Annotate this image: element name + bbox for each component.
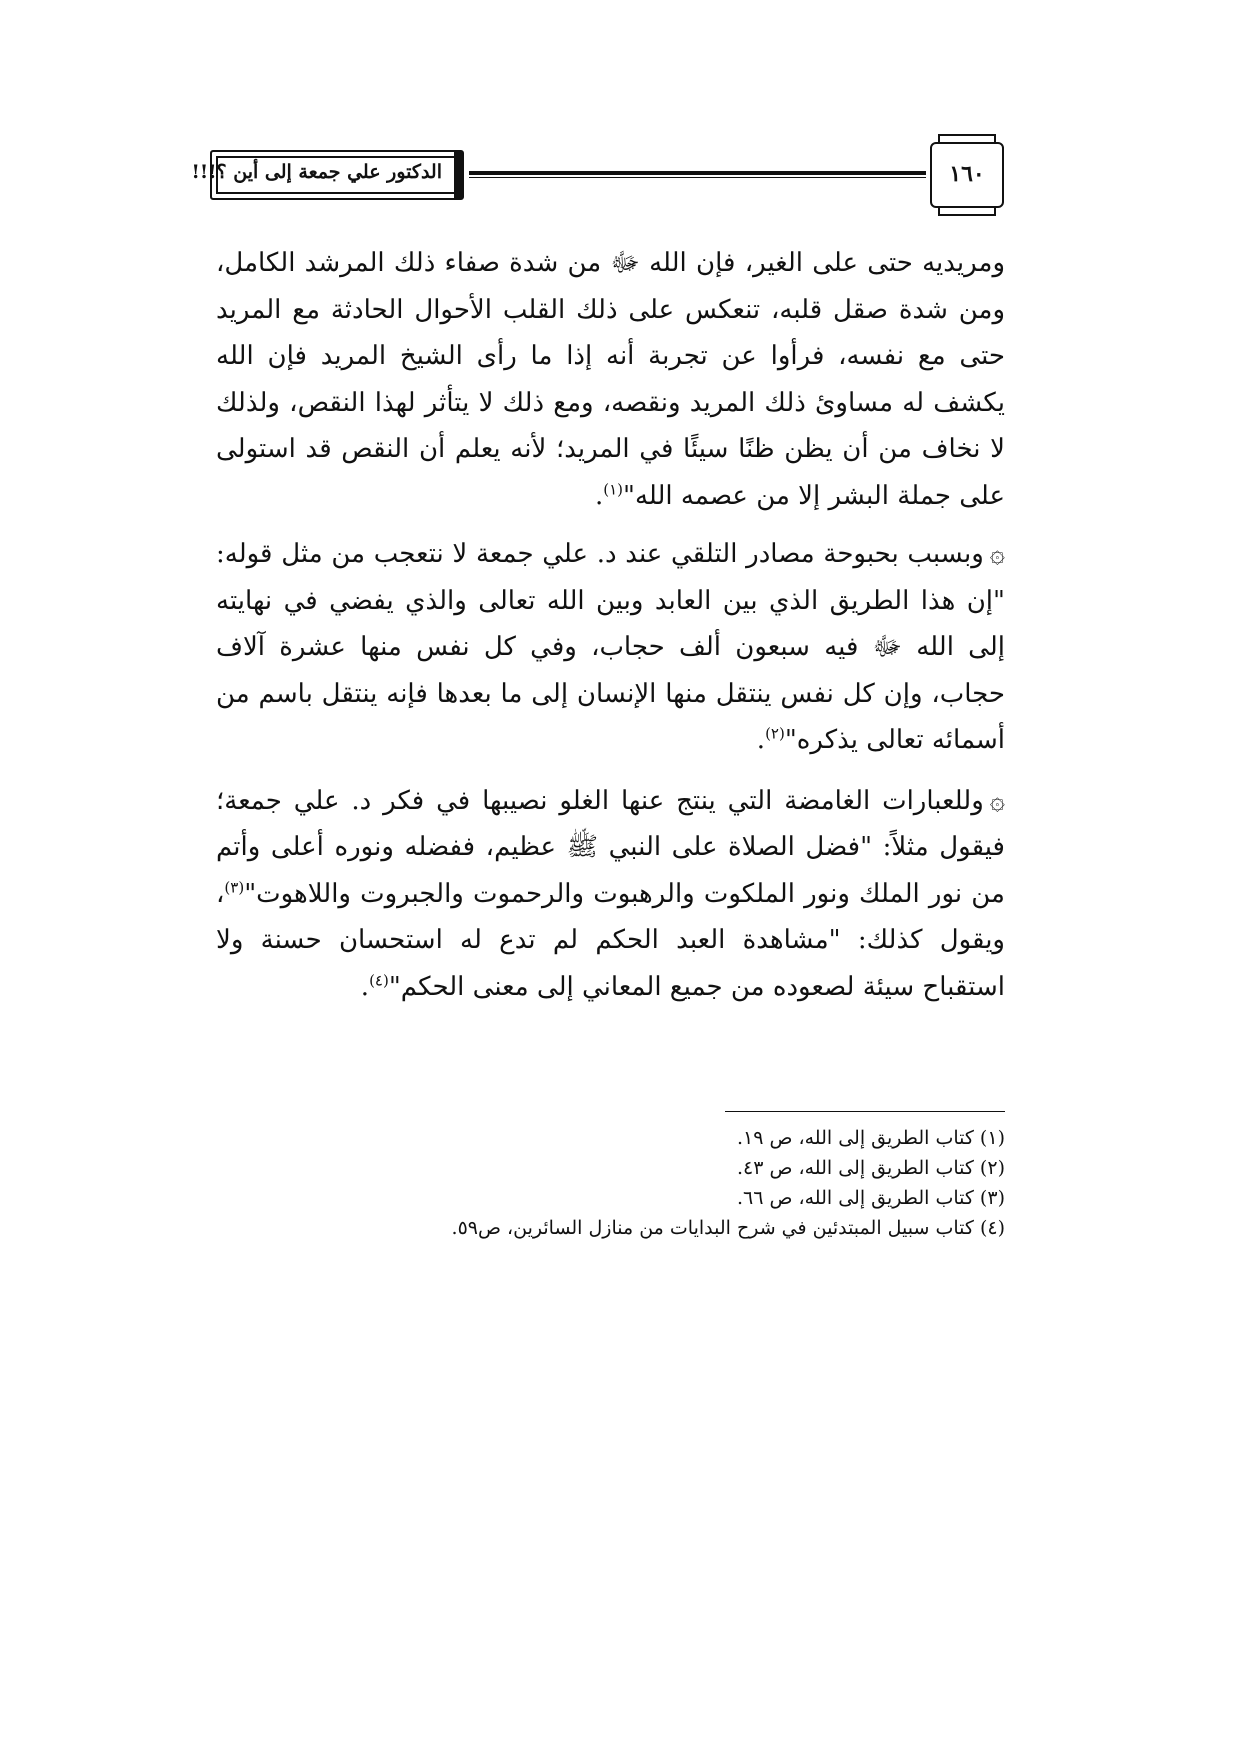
footnote-ref-3[interactable]: (٣) (224, 877, 245, 896)
running-title-frame (191, 150, 464, 200)
header-rule-thick (469, 171, 926, 175)
paragraph-3-text-a: وللعبارات الغامضة التي ينتج عنها الغلو نصيبها في فكر د. علي جمعة؛ فيقول مثلاً: "فضل الصلاة على النبي ﷺ عظيم، ففضله ونوره أعلى وأتم من نور الملك ونور الملكوت والرهبوت والرحموت والجبروت واللاهوت" (216, 785, 1005, 909)
page-number: ١٦٠ (949, 161, 985, 187)
frame-accent (454, 152, 462, 198)
footnote-1: (١) كتاب الطريق إلى الله، ص ١٩. (736, 1127, 1005, 1149)
page-number-frame (930, 142, 1004, 208)
footnote-ref-1[interactable]: (١) (603, 479, 623, 498)
paragraph-1 (216, 240, 1005, 519)
footnote-4: (٤) كتاب سبيل المبتدئين في شرح البدايات من منازل السائرين، ص٥٩. (451, 1217, 1005, 1239)
page-header (191, 140, 1004, 208)
footnote-ref-4[interactable]: (٤) (369, 970, 389, 989)
body-text (216, 240, 1005, 1024)
footnotes (216, 1123, 1005, 1243)
paragraph-1-end: . (594, 480, 604, 511)
paragraph-3-end: . (360, 971, 370, 1002)
paragraph-3-text-b: ، ويقول كذلك: "مشاهدة العبد الحكم لم تدع له استحسان حسنة ولا استقباح سيئة لصعوده من جميع المعاني إلى معنى الحكم" (216, 878, 1005, 1002)
paragraph-2-text: وبسبب بحبوحة مصادر التلقي عند د. علي جمعة لا نتعجب من مثل قوله: "إن هذا الطريق الذي بين العابد وبين الله تعالى والذي يفضي في نهايته إلى الله ﷻ فيه سبعون ألف حجاب، وفي كل نفس منها عشرة آلاف حجاب، وإن كل نفس ينتقل منها الإنسان إلى ما بعدها فإنه ينتقل باسم من أسمائه تعالى يذكره" (216, 539, 1005, 755)
running-title: الدكتور علي جمعة إلى أين ؟!!! (191, 161, 442, 183)
paragraph-2-end: . (756, 725, 766, 755)
paragraph-1-text: ومريديه حتى على الغير، فإن الله ﷻ من شدة صفاء ذلك المرشد الكامل، ومن شدة صقل قلبه، تنعكس على ذلك القلب الأحوال الحادثة مع المريد حتى مع نفسه، فرأوا عن تجربة أنه إذا ما رأى الشيخ المريد فإن الله يكشف له مساوئ ذلك المريد ونقصه، ومع ذلك لا يتأثر لهذا النقص، ولذلك لا نخاف من أن يظن ظنًا سيئًا في المريد؛ لأنه يعلم أن النقص قد استولى على جملة البشر إلا من عصمه الله" (216, 248, 1005, 511)
ornament-bullet-icon: ۞ (989, 785, 1005, 816)
header-rule-thin (469, 177, 926, 178)
footnote-3: (٣) كتاب الطريق إلى الله، ص ٦٦. (736, 1187, 1005, 1209)
paragraph-3 (216, 778, 1005, 1011)
footnote-ref-2[interactable]: (٢) (765, 724, 785, 743)
footnote-separator (725, 1111, 1005, 1112)
ornament-bullet-icon: ۞ (989, 539, 1005, 569)
paragraph-2 (216, 531, 1005, 764)
footnote-2: (٢) كتاب الطريق إلى الله، ص ٤٣. (736, 1157, 1005, 1179)
